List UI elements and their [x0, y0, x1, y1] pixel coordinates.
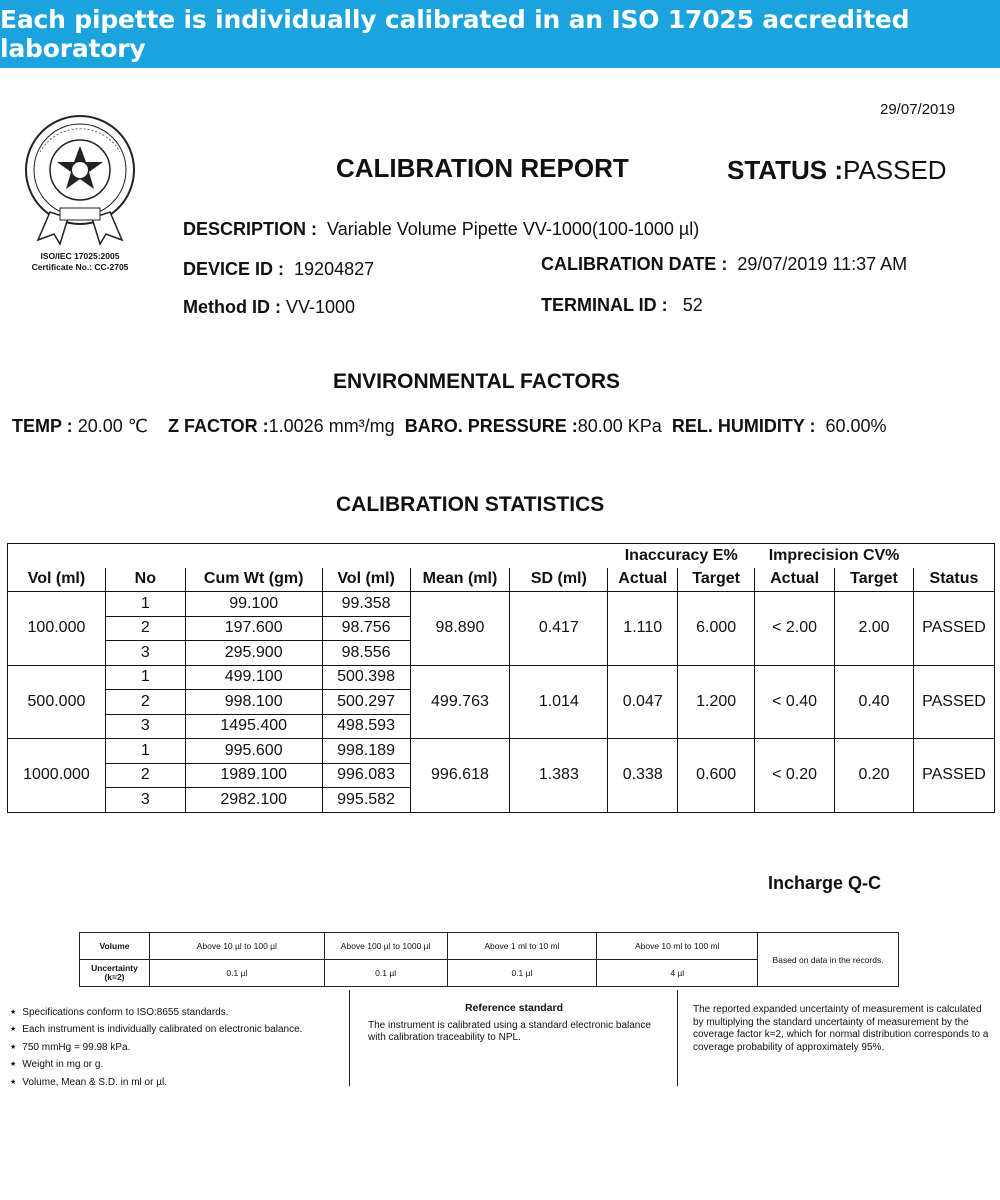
- status: [727, 155, 947, 186]
- sd: 1.014: [510, 665, 608, 739]
- report-date: 29/07/2019: [880, 101, 956, 118]
- col-status: Status: [913, 568, 994, 592]
- uncertainty-value: 4 µl: [597, 960, 758, 987]
- list-item: ★ Weight in mg or g.: [10, 1056, 350, 1073]
- reading-no: 1: [105, 739, 185, 764]
- method-id-field: [183, 297, 355, 318]
- imprecision-actual: < 0.40: [755, 665, 835, 739]
- uncertainty-value: 0.1 µl: [324, 960, 447, 987]
- col-cum-wt: Cum Wt (gm): [185, 568, 322, 592]
- col-no: No: [105, 568, 185, 592]
- status-label: STATUS :: [727, 155, 844, 185]
- terminal-id-field: [541, 295, 703, 316]
- sd: 0.417: [510, 592, 608, 666]
- measured-volume: 500.297: [322, 690, 410, 715]
- imprecision-target: 0.20: [835, 739, 914, 813]
- accreditation-text: [18, 251, 142, 273]
- cum-weight: 499.100: [185, 665, 322, 690]
- reading-no: 2: [105, 690, 185, 715]
- list-item: ★ Each instrument is individually calibrated on electronic balance.: [10, 1021, 350, 1038]
- calibration-statistics-table: [7, 543, 995, 813]
- cum-weight: 99.100: [185, 592, 322, 617]
- incharge-signature: Incharge Q-C: [768, 873, 882, 893]
- baro-value: 80.00 KPa: [577, 416, 662, 436]
- range-cell: Above 1 ml to 10 ml: [447, 933, 597, 960]
- cum-weight: 1989.100: [185, 763, 322, 788]
- reading-no: 1: [105, 665, 185, 690]
- terminal-id-value: 52: [682, 295, 703, 315]
- table-row: [80, 933, 899, 960]
- statistics-title: CALIBRATION STATISTICS: [336, 493, 605, 516]
- report-title: CALIBRATION REPORT: [336, 153, 629, 183]
- status-cell: PASSED: [913, 665, 994, 739]
- range-cell: Above 10 ml to 100 ml: [597, 933, 758, 960]
- environmental-title: ENVIRONMENTAL FACTORS: [333, 370, 621, 393]
- uncertainty-value: 0.1 µl: [447, 960, 597, 987]
- inaccuracy-header: Inaccuracy E%: [608, 544, 755, 568]
- cum-weight: 1495.400: [185, 714, 322, 739]
- uncertainty-statement: The reported expanded uncertainty of measurement is calculated by multiplying the standard uncertainty of measurement by the coverage factor k=2, which for normal distribution corresponds to a coverage probability of approximately 95%.: [693, 1004, 989, 1053]
- col-vol-measured: Vol (ml): [322, 568, 410, 592]
- device-id-field: [183, 259, 374, 280]
- description-field: [183, 219, 699, 240]
- table-row: [8, 739, 995, 764]
- inaccuracy-actual: 0.047: [608, 665, 678, 739]
- description-value: Variable Volume Pipette VV-1000(100-1000 µl): [327, 219, 700, 239]
- terminal-id-label: TERMINAL ID :: [541, 295, 668, 315]
- cum-weight: 2982.100: [185, 788, 322, 813]
- cum-weight: 197.600: [185, 616, 322, 641]
- imprecision-actual: < 2.00: [755, 592, 835, 666]
- nominal-volume: 1000.000: [8, 739, 106, 813]
- cum-weight: 998.100: [185, 690, 322, 715]
- measured-volume: 500.398: [322, 665, 410, 690]
- uncertainty-label: Uncertainty (k=2): [80, 960, 150, 987]
- cum-weight: 295.900: [185, 641, 322, 666]
- reading-no: 1: [105, 592, 185, 617]
- sd: 1.383: [510, 739, 608, 813]
- reading-no: 3: [105, 788, 185, 813]
- measured-volume: 98.556: [322, 641, 410, 666]
- inaccuracy-target: 1.200: [678, 665, 755, 739]
- cum-weight: 995.600: [185, 739, 322, 764]
- temp-value: 20.00 ℃: [77, 416, 148, 436]
- range-cell: Above 10 µl to 100 µl: [149, 933, 324, 960]
- baro-label: BARO. PRESSURE :: [404, 416, 578, 436]
- list-item: ★ Specifications conform to ISO:8655 standards.: [10, 1004, 350, 1021]
- range-cell: Above 100 µl to 1000 µl: [324, 933, 447, 960]
- status-value: PASSED: [843, 155, 947, 185]
- reference-title: Reference standard: [464, 1002, 564, 1014]
- description-label: DESCRIPTION :: [183, 219, 318, 239]
- reading-no: 2: [105, 763, 185, 788]
- group-header-row: [8, 544, 995, 568]
- measured-volume: 98.756: [322, 616, 410, 641]
- method-id-label: Method ID :: [183, 297, 281, 317]
- col-sd: SD (ml): [510, 568, 608, 592]
- measured-volume: 99.358: [322, 592, 410, 617]
- list-item: ★ Volume, Mean & S.D. in ml or µl.: [10, 1074, 350, 1091]
- calibration-date-label: CALIBRATION DATE :: [541, 254, 728, 274]
- measured-volume: 995.582: [322, 788, 410, 813]
- records-note: Based on data in the records.: [758, 933, 899, 987]
- col-e-actual: Actual: [608, 568, 678, 592]
- humidity-value: 60.00%: [825, 416, 887, 436]
- device-id-value: 19204827: [294, 259, 375, 279]
- mean: 98.890: [410, 592, 510, 666]
- table-row: [8, 592, 995, 617]
- calibration-date-value: 29/07/2019 11:37 AM: [737, 254, 908, 274]
- status-cell: PASSED: [913, 739, 994, 813]
- volume-label: Volume: [80, 933, 150, 960]
- column-header-row: [8, 568, 995, 592]
- imprecision-target: 0.40: [835, 665, 914, 739]
- banner: [0, 0, 1000, 68]
- col-cv-actual: Actual: [755, 568, 835, 592]
- imprecision-actual: < 0.20: [755, 739, 835, 813]
- status-cell: PASSED: [913, 592, 994, 666]
- imprecision-target: 2.00: [835, 592, 914, 666]
- uncertainty-value: 0.1 µl: [149, 960, 324, 987]
- iso-standard: ISO/IEC 17025:2005: [40, 251, 120, 261]
- col-e-target: Target: [678, 568, 755, 592]
- mean: 499.763: [410, 665, 510, 739]
- seal-icon: [20, 112, 140, 252]
- certificate-number: Certificate No.: CC-2705: [31, 262, 129, 272]
- reference-text: The instrument is calibrated using a standard electronic balance with calibration traceability to NPL.: [368, 1020, 651, 1043]
- list-item: ★ 750 mmHg = 99.98 kPa.: [10, 1039, 350, 1056]
- device-id-label: DEVICE ID :: [183, 259, 285, 279]
- nominal-volume: 500.000: [8, 665, 106, 739]
- col-cv-target: Target: [835, 568, 914, 592]
- inaccuracy-target: 0.600: [678, 739, 755, 813]
- notes-list: [10, 1004, 350, 1091]
- inaccuracy-actual: 0.338: [608, 739, 678, 813]
- method-id-value: VV-1000: [286, 297, 356, 317]
- temp-label: TEMP :: [12, 416, 73, 436]
- measured-volume: 996.083: [322, 763, 410, 788]
- inaccuracy-target: 6.000: [678, 592, 755, 666]
- inaccuracy-actual: 1.110: [608, 592, 678, 666]
- reading-no: 3: [105, 714, 185, 739]
- col-mean: Mean (ml): [410, 568, 510, 592]
- measured-volume: 998.189: [322, 739, 410, 764]
- humidity-label: REL. HUMIDITY :: [671, 416, 816, 436]
- measured-volume: 498.593: [322, 714, 410, 739]
- table-row: [8, 665, 995, 690]
- reading-no: 2: [105, 616, 185, 641]
- reading-no: 3: [105, 641, 185, 666]
- banner-text: Each pipette is individually calibrated in an ISO 17025 accredited laboratory: [0, 5, 910, 63]
- col-vol: Vol (ml): [8, 568, 106, 592]
- calibration-date-field: [541, 254, 907, 275]
- mean: 996.618: [410, 739, 510, 813]
- imprecision-header: Imprecision CV%: [755, 544, 914, 568]
- z-factor-label: Z FACTOR :: [167, 416, 269, 436]
- environmental-factors: [12, 416, 887, 437]
- nominal-volume: 100.000: [8, 592, 106, 666]
- z-factor-value: 1.0026 mm³/mg: [268, 416, 395, 436]
- uncertainty-table: [79, 932, 899, 987]
